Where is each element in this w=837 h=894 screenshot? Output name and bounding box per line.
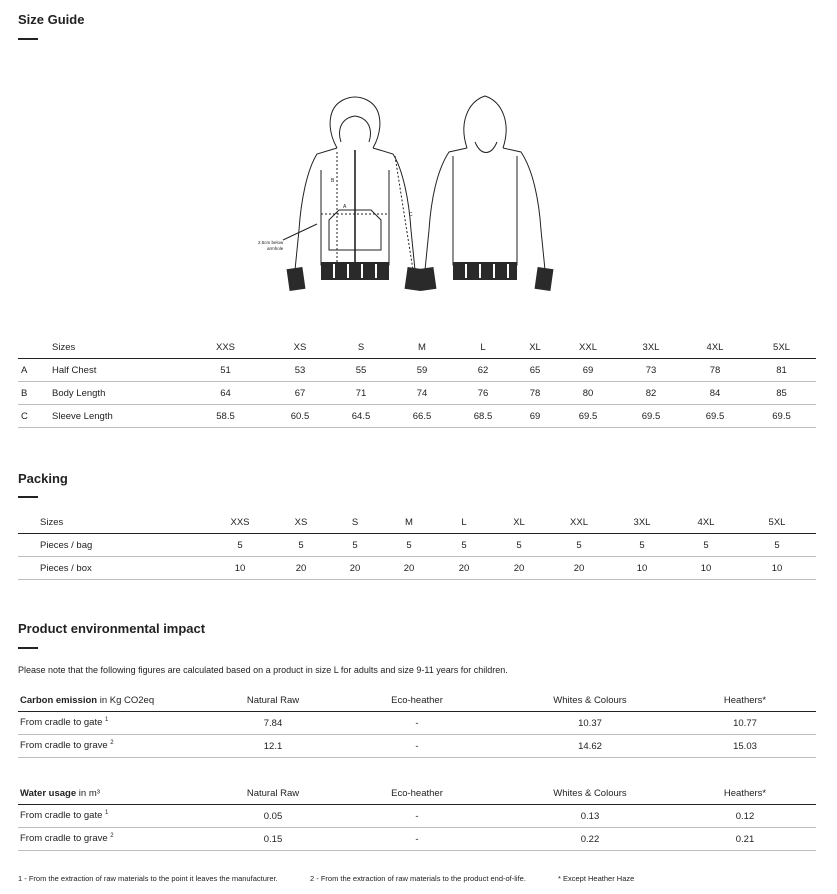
size-header-s: S bbox=[331, 336, 391, 359]
hoodie-technical-drawing bbox=[255, 90, 565, 305]
water-col-eco-heather: Eco-heather bbox=[328, 782, 506, 805]
table-cell: 5 bbox=[330, 534, 380, 557]
size-table-header-row bbox=[18, 336, 816, 359]
table-cell: 85 bbox=[747, 382, 816, 405]
row-key: C bbox=[18, 405, 52, 428]
hoodie-back-view bbox=[425, 96, 545, 270]
measurement-annotation-line2: armhole bbox=[267, 246, 284, 251]
table-row bbox=[18, 359, 816, 382]
table-row bbox=[18, 805, 816, 828]
table-cell: - bbox=[328, 828, 506, 851]
table-cell: 69 bbox=[557, 359, 619, 382]
impact-title: Product environmental impact bbox=[18, 621, 206, 636]
row-label: Sleeve Length bbox=[52, 405, 182, 428]
water-label: Water usage in m³ bbox=[18, 782, 218, 805]
water-col-heathers: Heathers* bbox=[674, 782, 816, 805]
front-hem-rib bbox=[321, 262, 389, 280]
size-header-m: M bbox=[391, 336, 453, 359]
table-cell: 60.5 bbox=[269, 405, 331, 428]
back-left-cuff bbox=[418, 267, 437, 291]
carbon-col-whites-colours: Whites & Colours bbox=[506, 689, 674, 712]
table-cell: 82 bbox=[619, 382, 683, 405]
water-col-natural-raw: Natural Raw bbox=[218, 782, 328, 805]
packing-header-xs: XS bbox=[272, 511, 330, 534]
measurement-label-a: A bbox=[343, 204, 347, 210]
row-label: Half Chest bbox=[52, 359, 182, 382]
water-col-whites-colours: Whites & Colours bbox=[506, 782, 674, 805]
size-header-xs: XS bbox=[269, 336, 331, 359]
table-cell: 65 bbox=[513, 359, 557, 382]
table-cell: 15.03 bbox=[674, 735, 816, 758]
table-cell: 78 bbox=[513, 382, 557, 405]
table-cell: 12.1 bbox=[218, 735, 328, 758]
table-cell: 5 bbox=[438, 534, 490, 557]
size-header-5xl: 5XL bbox=[747, 336, 816, 359]
table-row bbox=[18, 534, 816, 557]
row-label: From cradle to gate $^1$ bbox=[18, 805, 218, 828]
carbon-label: Carbon emission in Kg CO2eq bbox=[18, 689, 218, 712]
table-cell: 0.15 bbox=[218, 828, 328, 851]
packing-header-m: M bbox=[380, 511, 438, 534]
table-cell: 5 bbox=[272, 534, 330, 557]
table-cell: 55 bbox=[331, 359, 391, 382]
table-cell: - bbox=[328, 712, 506, 735]
table-cell: 80 bbox=[557, 382, 619, 405]
table-row bbox=[18, 557, 816, 580]
table-cell: 81 bbox=[747, 359, 816, 382]
table-cell: 20 bbox=[272, 557, 330, 580]
table-cell: 71 bbox=[331, 382, 391, 405]
packing-header-row bbox=[18, 511, 816, 534]
table-cell: 0.21 bbox=[674, 828, 816, 851]
table-cell: 62 bbox=[453, 359, 513, 382]
table-cell: 10.37 bbox=[506, 712, 674, 735]
table-row bbox=[18, 382, 816, 405]
row-label: From cradle to gate $^1$ bbox=[18, 712, 218, 735]
table-cell: - bbox=[328, 805, 506, 828]
size-header-label: Sizes bbox=[52, 336, 182, 359]
table-cell: 51 bbox=[182, 359, 269, 382]
table-cell: 68.5 bbox=[453, 405, 513, 428]
back-right-cuff bbox=[535, 267, 554, 291]
table-cell: 53 bbox=[269, 359, 331, 382]
water-header-row bbox=[18, 782, 816, 805]
row-key: A bbox=[18, 359, 52, 382]
hoodie-front-view bbox=[283, 97, 415, 270]
water-usage-table bbox=[18, 782, 816, 851]
table-cell: 0.13 bbox=[506, 805, 674, 828]
packing-title: Packing bbox=[18, 471, 68, 486]
packing-header-label: Sizes bbox=[40, 511, 208, 534]
carbon-emission-table bbox=[18, 689, 816, 758]
table-cell: 66.5 bbox=[391, 405, 453, 428]
size-header-3xl: 3XL bbox=[619, 336, 683, 359]
front-left-cuff bbox=[287, 267, 306, 291]
packing-header-4xl: 4XL bbox=[674, 511, 738, 534]
size-header-xxl: XXL bbox=[557, 336, 619, 359]
table-cell: 84 bbox=[683, 382, 747, 405]
carbon-col-eco-heather: Eco-heather bbox=[328, 689, 506, 712]
carbon-header-row bbox=[18, 689, 816, 712]
packing-header-s: S bbox=[330, 511, 380, 534]
row-label: From cradle to grave $^2$ bbox=[18, 735, 218, 758]
footnote-2: 2 - From the extraction of raw materials to the product end-of-life. bbox=[310, 874, 526, 883]
size-header-xxs: XXS bbox=[182, 336, 269, 359]
table-cell: 64.5 bbox=[331, 405, 391, 428]
packing-header-3xl: 3XL bbox=[610, 511, 674, 534]
size-header-xl: XL bbox=[513, 336, 557, 359]
table-cell: 5 bbox=[208, 534, 272, 557]
packing-header-5xl: 5XL bbox=[738, 511, 816, 534]
packing-header-xl: XL bbox=[490, 511, 548, 534]
table-cell: 0.12 bbox=[674, 805, 816, 828]
table-cell: 20 bbox=[380, 557, 438, 580]
size-guide-title: Size Guide bbox=[18, 12, 85, 27]
table-cell: 78 bbox=[683, 359, 747, 382]
packing-header-l: L bbox=[438, 511, 490, 534]
row-key: B bbox=[18, 382, 52, 405]
footnote-3: * Except Heather Haze bbox=[558, 874, 635, 883]
size-guide-table bbox=[18, 336, 816, 428]
table-cell: 10.77 bbox=[674, 712, 816, 735]
packing-table bbox=[18, 511, 816, 580]
table-cell: 69.5 bbox=[747, 405, 816, 428]
table-row bbox=[18, 712, 816, 735]
table-cell: 7.84 bbox=[218, 712, 328, 735]
table-cell: 69.5 bbox=[619, 405, 683, 428]
table-cell: 0.05 bbox=[218, 805, 328, 828]
table-cell: 5 bbox=[548, 534, 610, 557]
row-label: Pieces / box bbox=[40, 557, 208, 580]
carbon-col-heathers: Heathers* bbox=[674, 689, 816, 712]
size-header-l: L bbox=[453, 336, 513, 359]
table-cell: 5 bbox=[610, 534, 674, 557]
table-cell: 73 bbox=[619, 359, 683, 382]
table-cell: 74 bbox=[391, 382, 453, 405]
table-cell: 69 bbox=[513, 405, 557, 428]
table-cell: 69.5 bbox=[683, 405, 747, 428]
row-label: From cradle to grave $^2$ bbox=[18, 828, 218, 851]
table-cell: 10 bbox=[738, 557, 816, 580]
impact-title-rule bbox=[18, 647, 38, 649]
table-cell: 76 bbox=[453, 382, 513, 405]
row-label: Body Length bbox=[52, 382, 182, 405]
row-label: Pieces / bag bbox=[40, 534, 208, 557]
table-cell: 67 bbox=[269, 382, 331, 405]
table-cell: 20 bbox=[548, 557, 610, 580]
size-guide-title-rule bbox=[18, 38, 38, 40]
packing-header-xxs: XXS bbox=[208, 511, 272, 534]
table-cell: 20 bbox=[490, 557, 548, 580]
table-row bbox=[18, 735, 816, 758]
measurement-label-c: C bbox=[409, 212, 413, 218]
size-header-4xl: 4XL bbox=[683, 336, 747, 359]
table-cell: - bbox=[328, 735, 506, 758]
table-cell: 69.5 bbox=[557, 405, 619, 428]
table-cell: 14.62 bbox=[506, 735, 674, 758]
packing-title-rule bbox=[18, 496, 38, 498]
table-cell: 5 bbox=[490, 534, 548, 557]
table-cell: 5 bbox=[380, 534, 438, 557]
packing-header-xxl: XXL bbox=[548, 511, 610, 534]
table-cell: 10 bbox=[674, 557, 738, 580]
table-cell: 5 bbox=[674, 534, 738, 557]
carbon-col-natural-raw: Natural Raw bbox=[218, 689, 328, 712]
table-cell: 64 bbox=[182, 382, 269, 405]
table-cell: 20 bbox=[330, 557, 380, 580]
measurement-label-b: B bbox=[331, 178, 335, 184]
table-cell: 10 bbox=[610, 557, 674, 580]
table-cell: 10 bbox=[208, 557, 272, 580]
measurement-annotation-line1: 2.5cm below bbox=[258, 240, 284, 245]
table-cell: 0.22 bbox=[506, 828, 674, 851]
footnote-1: 1 - From the extraction of raw materials to the point it leaves the manufacturer. bbox=[18, 874, 278, 883]
table-row bbox=[18, 828, 816, 851]
table-cell: 59 bbox=[391, 359, 453, 382]
table-cell: 20 bbox=[438, 557, 490, 580]
table-row bbox=[18, 405, 816, 428]
table-cell: 5 bbox=[738, 534, 816, 557]
table-cell: 58.5 bbox=[182, 405, 269, 428]
impact-note: Please note that the following figures are calculated based on a product in size L for adults and size 9-11 years for children. bbox=[18, 665, 508, 675]
